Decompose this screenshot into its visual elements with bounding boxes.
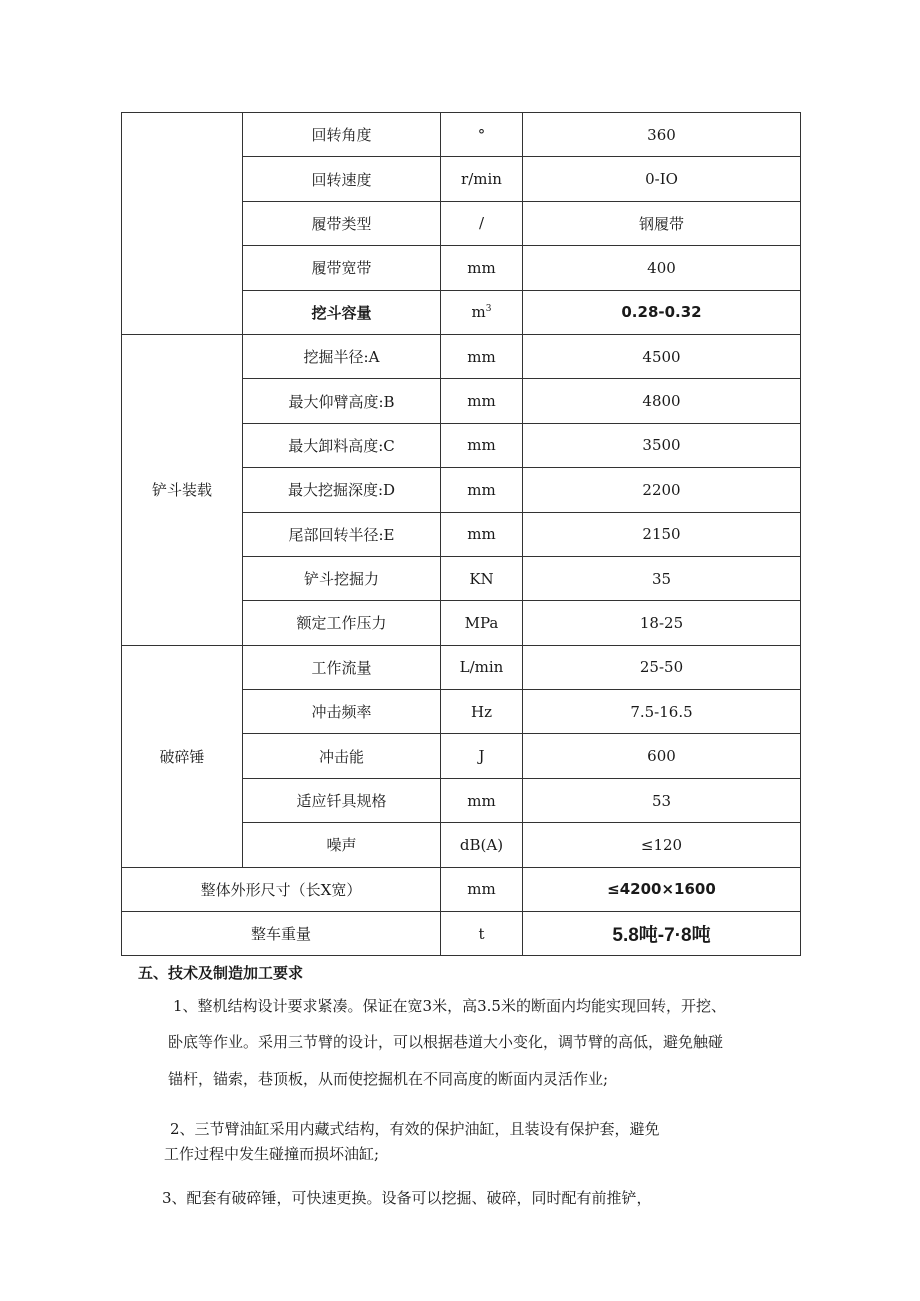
unit-cell: Hz	[441, 690, 523, 734]
value-cell: 4500	[523, 334, 801, 378]
unit-base: m	[471, 303, 486, 322]
unit-cell: °	[441, 113, 523, 157]
value-cell: 25-50	[523, 645, 801, 689]
unit-cell: mm	[441, 246, 523, 290]
param-cell: 挖斗容量	[243, 290, 441, 334]
spec-table	[121, 112, 801, 956]
unit-cell: MPa	[441, 601, 523, 645]
value-cell: 5.8吨-7·8吨	[523, 912, 801, 956]
param-cell: 整车重量	[122, 912, 441, 956]
value-cell: 2200	[523, 468, 801, 512]
unit-superscript: 3	[485, 304, 492, 315]
param-cell: 铲斗挖掘力	[243, 556, 441, 600]
param-cell: 适应钎具规格	[243, 778, 441, 822]
param-cell: 最大卸料高度:C	[243, 423, 441, 467]
unit-cell: mm	[441, 379, 523, 423]
param-cell: 回转角度	[243, 113, 441, 157]
param-cell: 冲击能	[243, 734, 441, 778]
value-cell: 0-IO	[523, 157, 801, 201]
param-cell: 整体外形尺寸（长X宽）	[122, 867, 441, 911]
section-heading: 五、技术及制造加工要求	[138, 964, 304, 982]
group-label: 铲斗装载	[122, 334, 243, 645]
table-row	[122, 645, 801, 689]
param-cell: 履带宽带	[243, 246, 441, 290]
unit-cell: /	[441, 201, 523, 245]
value-cell: ≤4200×1600	[523, 867, 801, 911]
unit-cell: t	[441, 912, 523, 956]
value-cell: 3500	[523, 423, 801, 467]
value-cell: 0.28-0.32	[523, 290, 801, 334]
unit-cell: mm	[441, 334, 523, 378]
unit-cell: KN	[441, 556, 523, 600]
value-cell: 600	[523, 734, 801, 778]
unit-cell: mm	[441, 423, 523, 467]
value-cell: 53	[523, 778, 801, 822]
value-cell: 400	[523, 246, 801, 290]
paragraph-line: 锚杆，锚索，巷顶板，从而使挖掘机在不同高度的断面内灵活作业;	[168, 1070, 609, 1088]
value-cell: 18-25	[523, 601, 801, 645]
table-row	[122, 912, 801, 956]
param-cell: 最大挖掘深度:D	[243, 468, 441, 512]
value-cell: 7.5-16.5	[523, 690, 801, 734]
value-cell: 4800	[523, 379, 801, 423]
paragraph-line: 3、配套有破碎锤，可快速更换。设备可以挖掘、破碎，同时配有前推铲，	[162, 1189, 652, 1207]
unit-cell: mm	[441, 867, 523, 911]
param-cell: 挖掘半径:A	[243, 334, 441, 378]
value-cell: 360	[523, 113, 801, 157]
param-cell: 最大仰臂高度:B	[243, 379, 441, 423]
unit-cell: J	[441, 734, 523, 778]
unit-cell: r/min	[441, 157, 523, 201]
group-label: 破碎锤	[122, 645, 243, 867]
param-cell: 噪声	[243, 823, 441, 867]
value-cell: 2150	[523, 512, 801, 556]
param-cell: 回转速度	[243, 157, 441, 201]
paragraph-line: 1、整机结构设计要求紧凑。保证在宽3米，高3.5米的断面内均能实现回转，开挖、	[173, 997, 726, 1015]
table-row	[122, 113, 801, 157]
value-cell: 钢履带	[523, 201, 801, 245]
unit-cell: mm	[441, 512, 523, 556]
unit-cell: dB(A)	[441, 823, 523, 867]
param-cell: 履带类型	[243, 201, 441, 245]
table-row	[122, 867, 801, 911]
value-cell: 35	[523, 556, 801, 600]
paragraph-line: 工作过程中发生碰撞而损坏油缸;	[164, 1145, 380, 1163]
unit-cell: mm	[441, 468, 523, 512]
unit-cell: mm	[441, 778, 523, 822]
group-label	[122, 113, 243, 335]
param-cell: 额定工作压力	[243, 601, 441, 645]
value-cell: ≤120	[523, 823, 801, 867]
table-row	[122, 334, 801, 378]
unit-cell	[441, 290, 523, 334]
paragraph-line: 2、三节臂油缸采用内藏式结构，有效的保护油缸，且装设有保护套，避免	[170, 1120, 660, 1138]
param-cell: 尾部回转半径:E	[243, 512, 441, 556]
param-cell: 工作流量	[243, 645, 441, 689]
paragraph-line: 卧底等作业。采用三节臂的设计，可以根据巷道大小变化，调节臂的高低，避免触碰	[168, 1033, 724, 1051]
param-cell: 冲击频率	[243, 690, 441, 734]
unit-cell: L/min	[441, 645, 523, 689]
